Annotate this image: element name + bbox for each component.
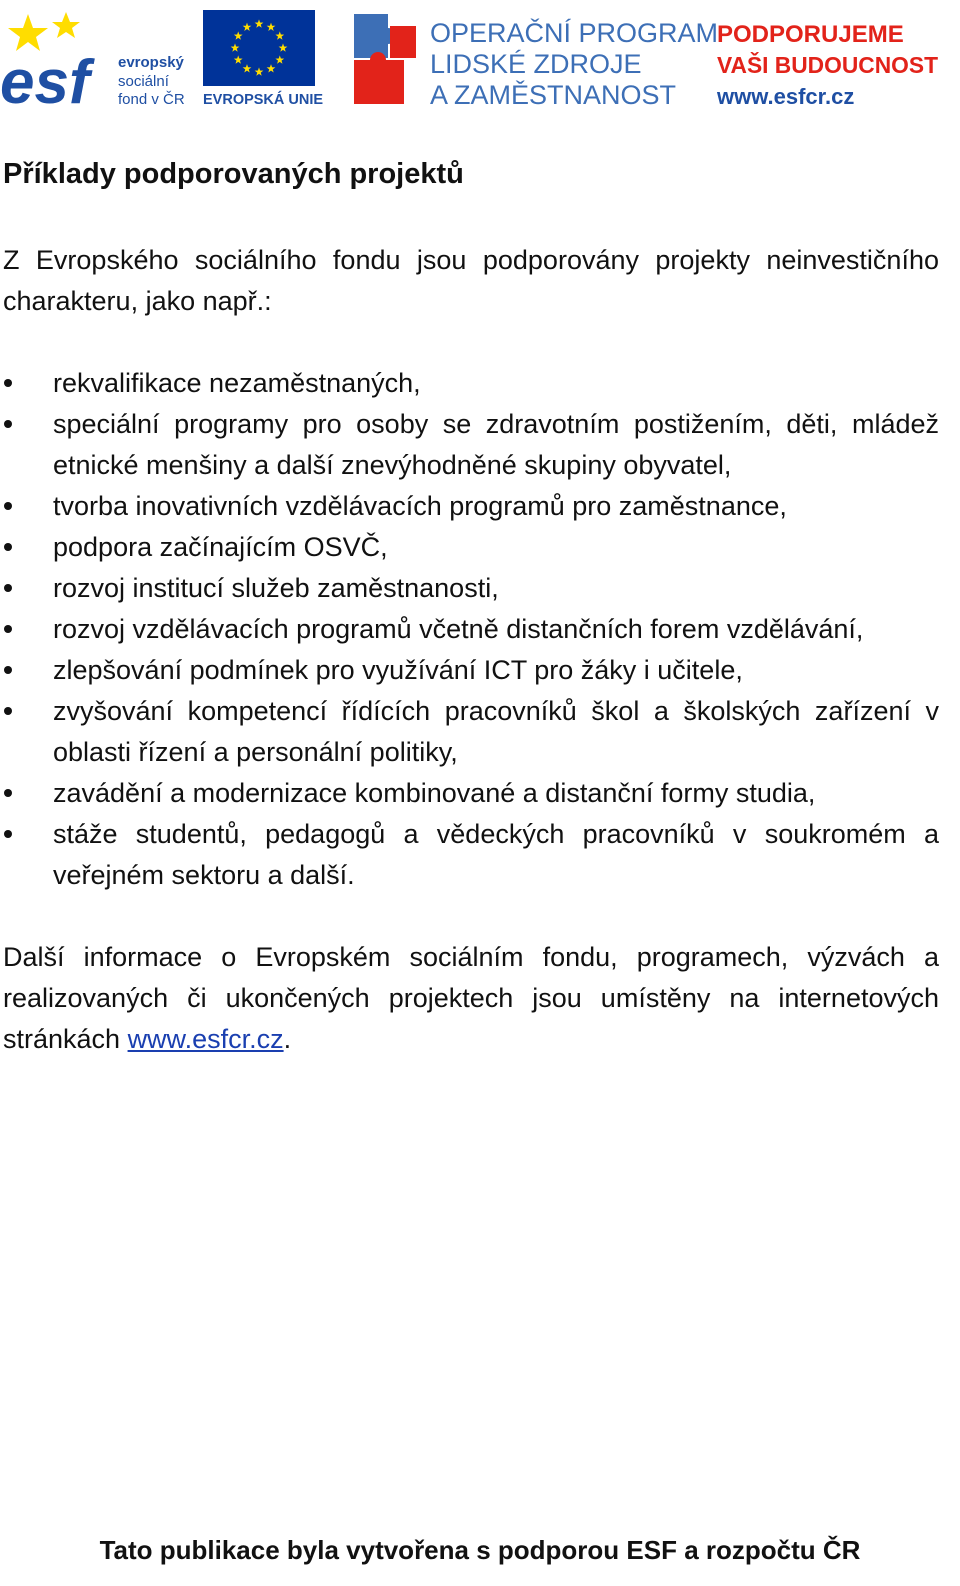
outro-paragraph	[3, 937, 939, 1060]
list-item	[3, 404, 939, 486]
bullet-icon	[4, 707, 12, 715]
esf-star-small-icon	[52, 12, 80, 38]
esf-star-icon	[8, 14, 48, 51]
list-item-text: podpora začínajícím OSVČ,	[53, 532, 388, 562]
puzzle-red-icon	[354, 52, 404, 104]
op-line-1: OPERAČNÍ PROGRAM	[430, 18, 719, 48]
bullet-icon	[4, 379, 12, 387]
list-item-text: zvyšování kompetencí řídících pracovníků škol a školských zařízení v oblasti řízení a personální politiky,	[53, 696, 939, 767]
bullet-icon	[4, 584, 12, 592]
list-item-text: rozvoj vzdělávacích programů včetně distančních forem vzdělávání,	[53, 614, 864, 644]
logo-bar-graphic	[0, 0, 960, 112]
logo-bar	[0, 0, 960, 112]
esf-line-3: fond v ČR	[118, 91, 185, 108]
slogan-line-2: VAŠI BUDOUCNOST	[717, 52, 941, 78]
page-title: Příklady podporovaných projektů	[3, 158, 464, 190]
bullet-icon	[4, 543, 12, 551]
list-item-text: zavádění a modernizace kombinované a distanční formy studia,	[53, 778, 816, 808]
list-item-text: rekvalifikace nezaměstnaných,	[53, 368, 421, 398]
list-item	[3, 363, 939, 404]
esf-mark: esf	[0, 48, 90, 112]
list-item-text: stáže studentů, pedagogů a vědeckých pracovníků v soukromém a veřejném sektoru a další.	[53, 819, 939, 890]
outro-text: Další informace o Evropském sociálním fondu, programech, výzvách a realizovaných či ukončených projektech jsou umístěny na internetových stránkách	[3, 942, 939, 1054]
op-line-2: LIDSKÉ ZDROJE	[430, 49, 642, 79]
slogan-logo	[716, 21, 941, 109]
op-line-3: A ZAMĚSTNANOST	[430, 80, 677, 110]
esf-logo	[0, 12, 185, 112]
eu-caption: EVROPSKÁ UNIE	[203, 92, 324, 108]
list-item-text: zlepšování podmínek pro využívání ICT pro žáky i učitele,	[53, 655, 743, 685]
bullet-icon	[4, 420, 12, 428]
bullet-icon	[4, 666, 12, 674]
list-item-text: tvorba inovativních vzdělávacích programů pro zaměstnance,	[53, 491, 787, 521]
esf-line-1: evropský	[118, 54, 184, 71]
bullet-icon	[4, 830, 12, 838]
puzzle-red-small-icon	[390, 26, 416, 58]
project-list	[3, 363, 939, 896]
slogan-line-1: PODPORUJEME	[717, 21, 904, 48]
document-body	[3, 150, 939, 1060]
op-logo	[354, 14, 718, 110]
intro-paragraph: Z Evropského sociálního fondu jsou podporovány projekty neinvestičního charakteru, jako např.:	[3, 245, 939, 316]
list-item-text: rozvoj institucí služeb zaměstnanosti,	[53, 573, 499, 603]
footer-note: Tato publikace byla vytvořena s podporou ESF a rozpočtu ČR	[99, 1535, 861, 1565]
outro-end: .	[283, 1024, 292, 1054]
list-item	[3, 486, 939, 527]
list-item-text: speciální programy pro osoby se zdravotním postižením, děti, mládež etnické menšiny a další znevýhodněné skupiny obyvatel,	[53, 409, 939, 480]
list-item	[3, 691, 939, 773]
list-item	[3, 650, 939, 691]
list-item	[3, 814, 939, 896]
list-item	[3, 568, 939, 609]
esfcr-link[interactable]: www.esfcr.cz	[127, 1024, 284, 1054]
bullet-icon	[4, 625, 12, 633]
slogan-url: www.esfcr.cz	[717, 84, 855, 109]
eu-flag-logo	[203, 10, 323, 108]
bullet-icon	[4, 789, 12, 797]
esf-line-2: sociální	[118, 73, 169, 90]
puzzle-blue-icon	[354, 14, 396, 58]
list-item	[3, 773, 939, 814]
list-item	[3, 609, 939, 650]
bullet-icon	[4, 502, 12, 510]
list-item	[3, 527, 939, 568]
